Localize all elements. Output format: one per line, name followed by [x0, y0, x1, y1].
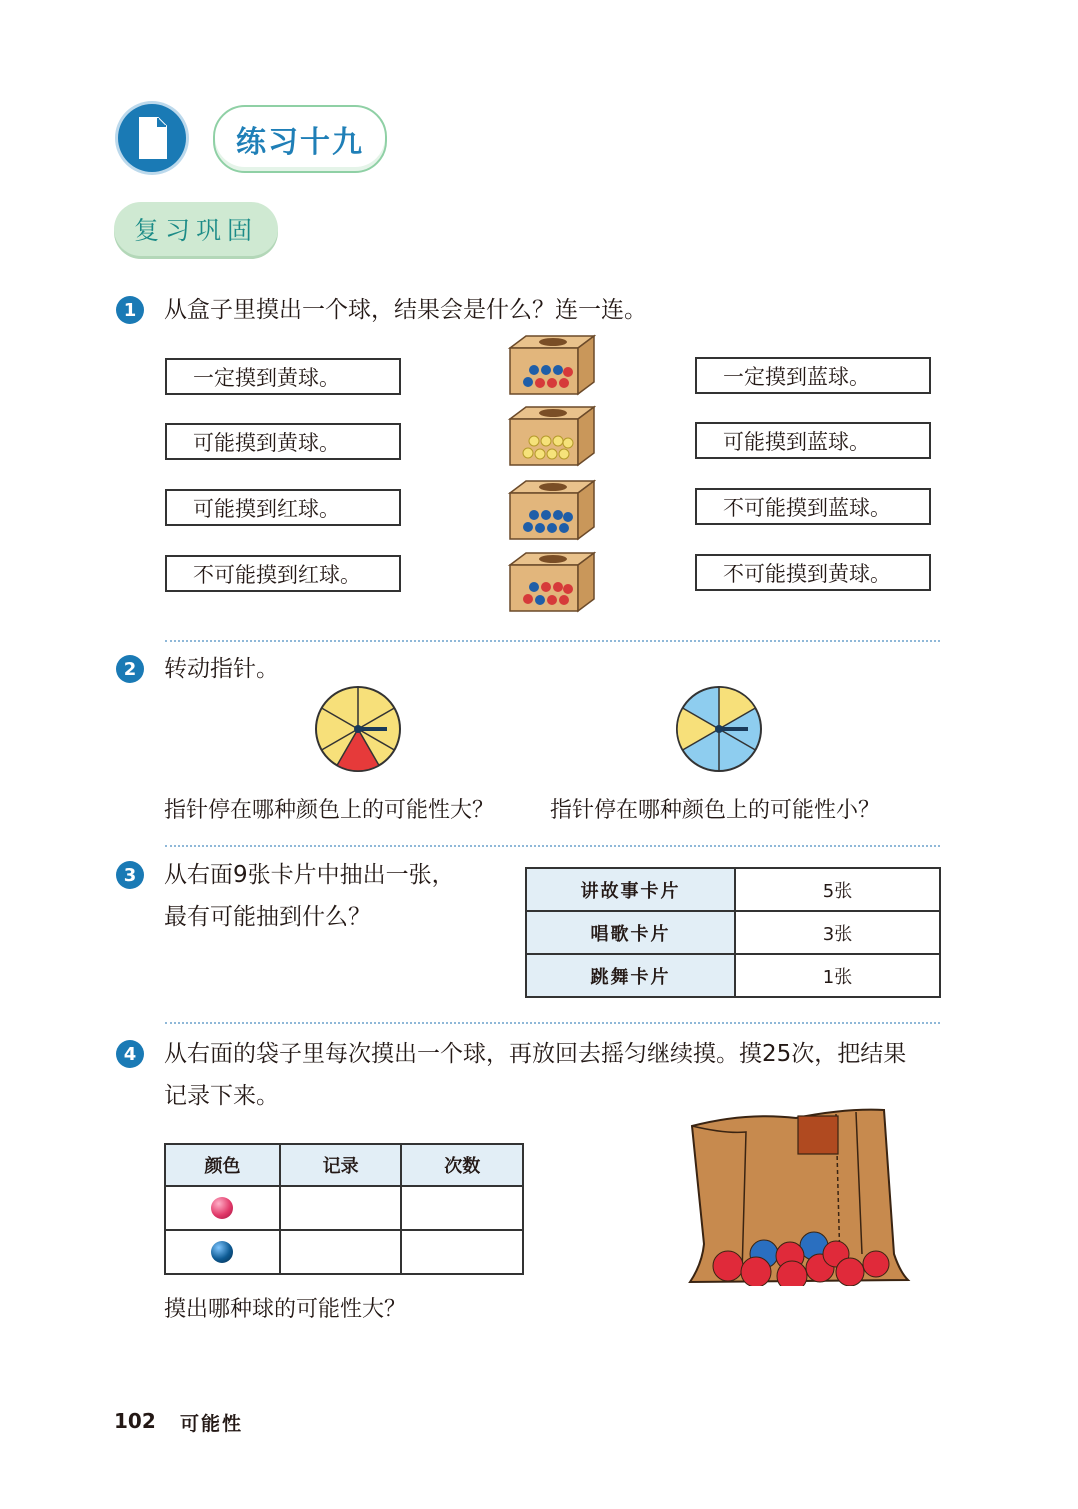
red-ball-icon [211, 1197, 233, 1219]
page-number: 102 [114, 1409, 156, 1433]
question-1-text: 从盒子里摸出一个球，结果会是什么？连一连。 [164, 297, 647, 323]
left-option-4[interactable]: 不可能摸到红球。 [165, 555, 401, 592]
question-3-line-2: 最有可能抽到什么？ [164, 904, 371, 930]
question-4-ask: 摸出哪种球的可能性大？ [164, 1297, 407, 1322]
count-cell[interactable] [401, 1186, 523, 1230]
spinner-yellow-red[interactable] [313, 684, 403, 774]
table-row [165, 1230, 523, 1274]
column-header-record: 记录 [280, 1144, 402, 1186]
chapter-title: 可能性 [180, 1413, 244, 1435]
question-3-line-1: 从右面9张卡片中抽出一张， [164, 862, 455, 888]
right-option-2[interactable]: 可能摸到蓝球。 [695, 422, 931, 459]
right-option-1[interactable]: 一定摸到蓝球。 [695, 357, 931, 394]
table-row [526, 868, 940, 911]
column-header-color: 颜色 [165, 1144, 280, 1186]
spinner-question-right: 指针停在哪种颜色上的可能性小？ [550, 798, 881, 823]
ball-bag-illustration [686, 1104, 914, 1286]
question-2-text: 转动指针。 [164, 656, 279, 682]
question-number-2: 2 [116, 655, 144, 683]
card-count: 5张 [735, 868, 940, 911]
card-label: 跳舞卡片 [526, 954, 735, 997]
left-option-3[interactable]: 可能摸到红球。 [165, 489, 401, 526]
right-option-3[interactable]: 不可能摸到蓝球。 [695, 488, 931, 525]
question-number-4: 4 [116, 1040, 144, 1068]
question-4-line-1: 从右面的袋子里每次摸出一个球，再放回去摇匀继续摸。摸25次，把结果 [164, 1041, 907, 1067]
section-label: 复习巩固 [114, 202, 278, 256]
card-count: 3张 [735, 911, 940, 954]
exercise-title: 练习十九 [213, 105, 387, 173]
record-table [164, 1143, 524, 1275]
left-option-2[interactable]: 可能摸到黄球。 [165, 423, 401, 460]
ball-box-yellow[interactable] [506, 405, 596, 467]
table-row [165, 1186, 523, 1230]
record-cell[interactable] [280, 1230, 402, 1274]
card-label: 讲故事卡片 [526, 868, 735, 911]
card-label: 唱歌卡片 [526, 911, 735, 954]
card-count: 1张 [735, 954, 940, 997]
divider [165, 1022, 940, 1024]
spinner-blue-yellow[interactable] [674, 684, 764, 774]
left-option-1[interactable]: 一定摸到黄球。 [165, 358, 401, 395]
document-icon [118, 104, 186, 172]
question-number-3: 3 [116, 861, 144, 889]
question-number-1: 1 [116, 296, 144, 324]
spinner-question-left: 指针停在哪种颜色上的可能性大？ [164, 798, 495, 823]
record-cell[interactable] [280, 1186, 402, 1230]
right-option-4[interactable]: 不可能摸到黄球。 [695, 554, 931, 591]
ball-box-mixed-2[interactable] [506, 551, 596, 613]
card-table [525, 867, 941, 998]
ball-box-mixed-1[interactable] [506, 334, 596, 396]
divider [165, 845, 940, 847]
count-cell[interactable] [401, 1230, 523, 1274]
divider [165, 640, 940, 642]
table-row [526, 911, 940, 954]
ball-box-blue[interactable] [506, 479, 596, 541]
blue-ball-icon [211, 1241, 233, 1263]
table-row [526, 954, 940, 997]
column-header-count: 次数 [401, 1144, 523, 1186]
question-4-line-2: 记录下来。 [164, 1083, 279, 1109]
table-header-row [165, 1144, 523, 1186]
